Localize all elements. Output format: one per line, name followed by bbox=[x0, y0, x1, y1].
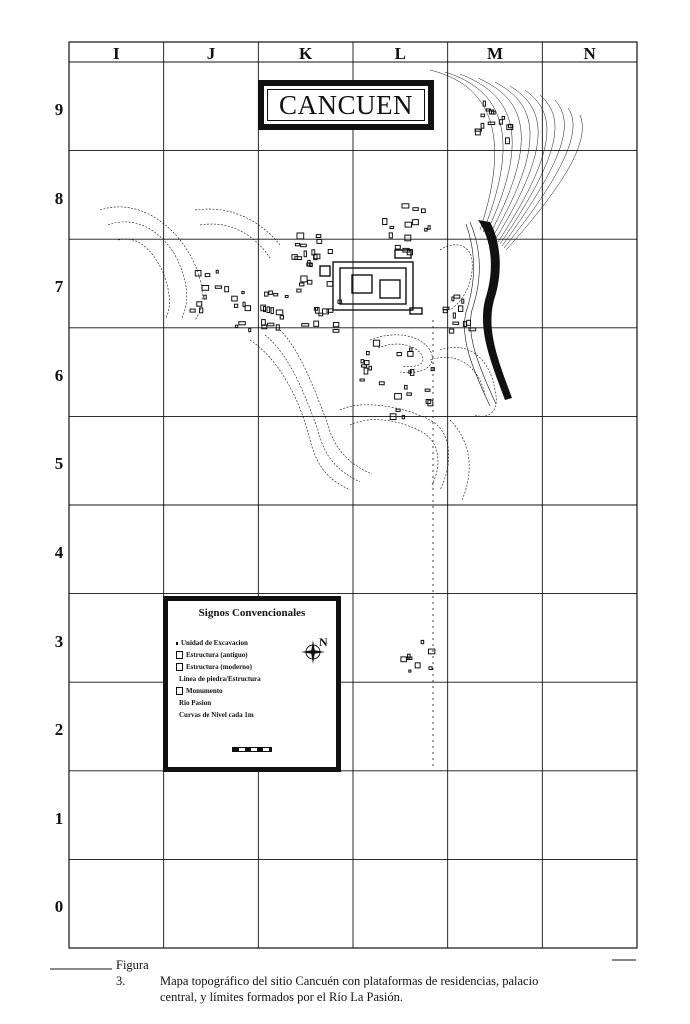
structure-mark bbox=[225, 287, 229, 292]
legend-item bbox=[176, 699, 211, 707]
structure-mark bbox=[235, 304, 238, 307]
caption-line-1: Mapa topográfico del sitio Cancuén con plataformas de residencias, palacio bbox=[160, 974, 539, 988]
structure-mark bbox=[488, 122, 495, 124]
structure-mark bbox=[409, 670, 411, 672]
structure-mark bbox=[408, 352, 413, 357]
legend-item-label: Monumento bbox=[186, 687, 223, 695]
structure-mark bbox=[395, 245, 400, 249]
scale-bar bbox=[232, 747, 272, 752]
structure-mark bbox=[509, 124, 513, 127]
structure-mark bbox=[463, 322, 466, 327]
structure-mark bbox=[390, 226, 394, 228]
column-label: K bbox=[299, 44, 313, 63]
row-label: 4 bbox=[54, 543, 64, 562]
structure-mark bbox=[402, 204, 409, 208]
column-label: L bbox=[394, 44, 406, 63]
structure-mark bbox=[413, 220, 419, 225]
structure-mark bbox=[502, 117, 504, 120]
structure-mark bbox=[268, 323, 274, 326]
structure-mark bbox=[215, 286, 221, 288]
legend-symbol-icon bbox=[176, 663, 183, 671]
legend-item-label: Curvas de Nivel cada 1m bbox=[179, 711, 254, 719]
structure-mark bbox=[469, 328, 476, 331]
structure-mark bbox=[333, 330, 339, 333]
structure-mark bbox=[314, 308, 317, 311]
structure-mark bbox=[317, 240, 322, 244]
structure-mark bbox=[401, 657, 407, 662]
legend-item-label: Unidad de Excavacion bbox=[181, 639, 248, 647]
legend-item-label: Estructura (moderno) bbox=[186, 663, 252, 671]
structure-mark bbox=[285, 296, 288, 298]
structure-mark bbox=[383, 219, 387, 225]
structure-mark bbox=[297, 233, 304, 239]
structure-mark bbox=[308, 280, 312, 284]
row-label: 9 bbox=[54, 100, 64, 119]
structure-mark bbox=[304, 251, 306, 257]
row-label: 7 bbox=[54, 277, 64, 297]
structure-mark bbox=[453, 313, 455, 318]
structure-mark bbox=[449, 329, 453, 333]
structure-mark bbox=[475, 129, 480, 135]
structure-mark bbox=[235, 325, 237, 327]
legend-symbol-icon bbox=[176, 687, 183, 695]
structure-mark bbox=[245, 306, 250, 311]
structure-mark bbox=[316, 235, 321, 238]
structure-mark bbox=[327, 309, 333, 312]
structure-mark bbox=[195, 271, 201, 277]
structure-mark bbox=[407, 393, 412, 395]
structure-mark bbox=[274, 294, 278, 296]
legend-item-label: Estructura (antiguo) bbox=[186, 651, 248, 659]
caption-line-2: central, y límites formados por el Río La Pasión. bbox=[160, 990, 404, 1004]
structure-mark bbox=[459, 306, 463, 312]
structure-mark bbox=[369, 366, 372, 370]
structure-mark bbox=[481, 123, 484, 128]
structure-mark bbox=[421, 640, 424, 643]
row-label: 1 bbox=[54, 808, 64, 828]
escarpment-contours bbox=[430, 70, 582, 250]
structure-mark bbox=[249, 328, 251, 331]
structure-mark bbox=[396, 409, 400, 411]
map-title: CANCUEN bbox=[258, 80, 434, 130]
central-palace bbox=[320, 250, 422, 314]
structure-mark bbox=[190, 309, 195, 312]
structure-mark bbox=[319, 313, 323, 316]
column-label: J bbox=[206, 44, 216, 63]
structure-mark bbox=[413, 208, 418, 211]
structure-mark bbox=[397, 353, 401, 356]
structure-mark bbox=[428, 226, 430, 230]
column-label: M bbox=[486, 44, 504, 63]
structure-mark bbox=[462, 299, 464, 303]
structure-mark bbox=[483, 101, 485, 106]
structure-mark bbox=[379, 382, 384, 385]
legend-item bbox=[176, 639, 248, 647]
structure-mark bbox=[243, 302, 245, 306]
structure-mark bbox=[360, 379, 364, 381]
row-label: 5 bbox=[54, 454, 64, 474]
rio-la-pasion bbox=[478, 220, 512, 400]
map-grid bbox=[69, 42, 637, 948]
structure-mark bbox=[239, 322, 246, 325]
structure-mark bbox=[276, 310, 283, 315]
structure-mark bbox=[410, 348, 412, 351]
legend-item bbox=[176, 651, 248, 659]
structure-mark bbox=[205, 274, 210, 277]
structure-mark bbox=[405, 222, 411, 227]
structure-mark bbox=[301, 244, 307, 247]
legend-item-label: Rio Pasion bbox=[179, 699, 212, 707]
structure-mark bbox=[389, 233, 392, 238]
structure-mark bbox=[200, 308, 203, 313]
structure-mark bbox=[327, 282, 333, 287]
structure-mark bbox=[364, 368, 368, 374]
structures bbox=[190, 101, 513, 672]
structure-mark bbox=[405, 385, 408, 389]
legend-item bbox=[176, 687, 223, 695]
legend-item bbox=[176, 663, 252, 671]
legend-item bbox=[176, 711, 254, 719]
structure-mark bbox=[405, 235, 411, 241]
structure-mark bbox=[216, 270, 218, 273]
structure-mark bbox=[242, 292, 244, 294]
structure-mark bbox=[452, 297, 454, 301]
structure-mark bbox=[297, 289, 301, 292]
legend-symbol-icon bbox=[176, 651, 183, 659]
legend-item bbox=[176, 675, 261, 683]
structure-mark bbox=[453, 322, 459, 324]
structure-mark bbox=[373, 340, 379, 346]
row-label: 6 bbox=[54, 365, 64, 385]
row-label: 0 bbox=[54, 897, 64, 917]
contour-lines bbox=[100, 207, 496, 500]
structure-mark bbox=[202, 286, 209, 291]
legend-title: Signos Convencionales bbox=[198, 607, 306, 619]
structure-mark bbox=[443, 310, 447, 313]
north-label: N bbox=[319, 635, 328, 649]
structure-mark bbox=[454, 295, 460, 298]
row-label: 8 bbox=[54, 188, 64, 208]
structure-mark bbox=[467, 320, 471, 325]
row-label: 3 bbox=[54, 631, 64, 651]
structure-mark bbox=[395, 394, 402, 400]
structure-mark bbox=[362, 365, 367, 367]
structure-mark bbox=[301, 276, 307, 282]
structure-mark bbox=[197, 302, 202, 306]
structure-mark bbox=[302, 324, 309, 327]
structure-mark bbox=[328, 250, 332, 254]
structure-mark bbox=[506, 138, 510, 144]
structure-mark bbox=[269, 291, 273, 294]
structure-mark bbox=[333, 322, 338, 326]
structure-mark bbox=[365, 361, 370, 365]
figure-number: Figura 3. bbox=[116, 958, 149, 988]
column-label: I bbox=[113, 44, 120, 63]
structure-mark bbox=[300, 283, 304, 286]
structure-mark bbox=[425, 228, 427, 231]
structure-mark bbox=[429, 667, 432, 670]
structure-mark bbox=[323, 309, 329, 314]
structure-mark bbox=[314, 321, 319, 326]
structure-mark bbox=[361, 360, 364, 363]
structure-mark bbox=[267, 307, 270, 313]
legend-box bbox=[163, 596, 341, 772]
structure-mark bbox=[367, 352, 370, 355]
structure-mark bbox=[232, 296, 238, 301]
structure-mark bbox=[422, 209, 426, 213]
structure-mark bbox=[425, 389, 430, 391]
structure-mark bbox=[415, 663, 420, 668]
structure-mark bbox=[481, 114, 485, 117]
structure-mark bbox=[271, 308, 273, 314]
legend-item-label: Linea de piedra/Estructura bbox=[179, 675, 261, 683]
figure-caption bbox=[116, 957, 636, 1005]
structure-mark bbox=[295, 243, 299, 245]
structure-mark bbox=[204, 295, 207, 299]
structure-mark bbox=[429, 649, 435, 654]
row-label: 2 bbox=[54, 720, 64, 740]
structure-mark bbox=[280, 316, 283, 319]
structure-mark bbox=[402, 415, 404, 418]
legend-symbol-icon bbox=[176, 642, 178, 645]
structure-mark bbox=[499, 120, 502, 125]
structure-mark bbox=[265, 292, 268, 296]
structure-mark bbox=[408, 654, 411, 658]
column-label: N bbox=[583, 44, 596, 63]
